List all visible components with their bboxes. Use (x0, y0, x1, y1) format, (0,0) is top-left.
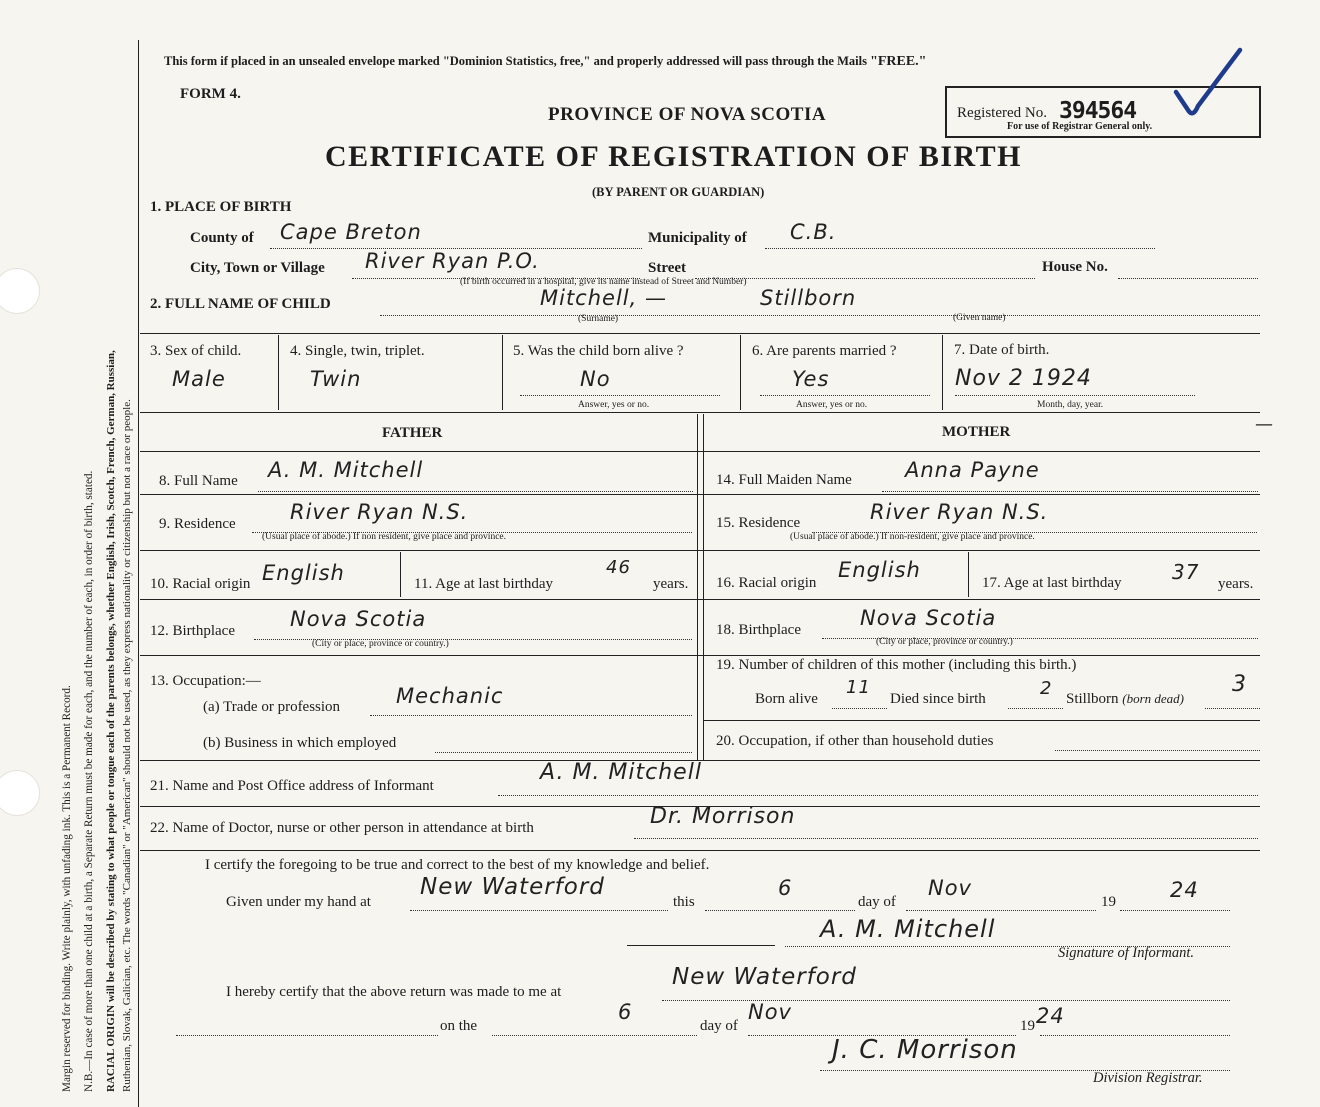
informant-signature-label: Signature of Informant. (1058, 945, 1195, 961)
county-value: Cape Breton (280, 220, 422, 244)
certificate-subtitle: (BY PARENT OR GUARDIAN) (592, 185, 765, 199)
dob-label: 7. Date of birth. (954, 342, 1050, 358)
division-registrar-label: Division Registrar. (1093, 1070, 1203, 1086)
dob-value: Nov 2 1924 (955, 366, 1092, 391)
father-race-value: English (262, 561, 345, 585)
stillborn-label: Stillborn (born dead) (1066, 691, 1185, 707)
registrar-day-of-label: day of (700, 1018, 738, 1034)
certify-year: 24 (1170, 878, 1199, 902)
registrar-year-prefix: 19 (1020, 1018, 1035, 1034)
certify-day: 6 (778, 876, 793, 900)
doctor-value: Dr. Morrison (650, 804, 796, 829)
plurality-label: 4. Single, twin, triplet. (290, 343, 425, 359)
born-alive-label: 5. Was the child born alive ? (513, 343, 684, 359)
city-value: River Ryan P.O. (365, 249, 540, 273)
registrar-signature: J. C. Morrison (832, 1035, 1018, 1065)
sex-label: 3. Sex of child. (150, 343, 242, 359)
registered-label: Registered No. (957, 105, 1047, 121)
mother-race-label: 16. Racial origin (716, 575, 817, 591)
mother-residence-value: River Ryan N.S. (870, 500, 1049, 524)
given-under-hand-label: Given under my hand at (226, 894, 371, 910)
answer-note-married: Answer, yes or no. (796, 400, 868, 410)
place-heading: 1. PLACE OF BIRTH (150, 199, 292, 215)
mother-race-value: English (838, 558, 921, 582)
answer-note-alive: Answer, yes or no. (578, 400, 650, 410)
registrar-place: New Waterford (672, 964, 857, 990)
mother-birthplace-label: 18. Birthplace (716, 622, 801, 638)
mother-occupation-label: 20. Occupation, if other than household duties (716, 733, 994, 749)
date-note: Month, day, year. (1037, 400, 1104, 410)
father-name-label: 8. Full Name (159, 473, 238, 489)
postal-note: This form if placed in an unsealed envelope marked "Dominion Statistics, free," and properly addressed will pass through the Mails "FREE." (164, 54, 927, 69)
mother-residence-label: 15. Residence (716, 515, 801, 531)
margin-note-multiple-births: N.B.—In case of more than one child at a birth, a Separate Return must be made for each, and the number of each, in order of birth, stated. (83, 470, 95, 1092)
margin-note-racial-origin-1: RACIAL ORIGIN will be described by stating to what people or tongue each of the parents belongs, whether English, Irish, Scotch, French, German, Russian, (105, 350, 117, 1092)
registrar-day: 6 (618, 1000, 633, 1024)
born-alive-count-label: Born alive (755, 691, 818, 707)
parents-married-label: 6. Are parents married ? (752, 343, 897, 359)
municipality-value: C.B. (790, 220, 837, 244)
children-count-label: 19. Number of children of this mother (including this birth.) (716, 657, 1077, 673)
margin-note-racial-origin-2: Ruthenian, Slovak, Galician, etc. The words "Canadian" or "American" should not be used, as they express nationality or citizenship but not a race or people. (121, 399, 133, 1092)
mother-name-value: Anna Payne (905, 458, 1040, 482)
certify-month: Nov (928, 876, 972, 900)
father-residence-note: (Usual place of abode.) If non resident, give place and province. (262, 532, 506, 542)
day-of-label: day of (858, 894, 896, 910)
father-occupation-label: 13. Occupation:— (150, 673, 261, 689)
stillborn-value: 3 (1232, 672, 1247, 697)
mother-heading: MOTHER (942, 424, 1011, 440)
given-name-note: (Given name) (953, 313, 1006, 323)
child-surname: Mitchell, — (540, 286, 667, 310)
parents-married-value: Yes (792, 367, 830, 391)
this-label: this (673, 894, 695, 910)
plurality-value: Twin (310, 367, 362, 391)
child-name-label: 2. FULL NAME OF CHILD (150, 296, 331, 312)
father-years-label: years. (653, 576, 689, 592)
doctor-label: 22. Name of Doctor, nurse or other person in attendance at birth (150, 820, 534, 836)
died-since-birth-value: 2 (1040, 678, 1053, 699)
mother-name-label: 14. Full Maiden Name (716, 472, 852, 488)
year-prefix: 19 (1101, 894, 1116, 910)
mother-residence-note: (Usual place of abode.) If non-resident, give place and province. (790, 532, 1035, 542)
registrar-year: 24 (1036, 1004, 1065, 1028)
registrar-note: For use of Registrar General only. (1007, 121, 1153, 132)
house-no-label: House No. (1042, 259, 1108, 275)
father-heading: FATHER (382, 425, 443, 441)
mother-birthplace-value: Nova Scotia (860, 606, 997, 630)
check-mark-icon (1168, 40, 1268, 130)
trade-label: (a) Trade or profession (203, 699, 341, 715)
margin-note-binding: Margin reserved for binding. Write plainly, with unfading ink. This is a Permanent Record. (61, 685, 73, 1092)
hospital-note: (If birth occurred in a hospital, give its name instead of Street and Number) (460, 277, 747, 287)
child-given-name: Stillborn (760, 286, 857, 310)
registrar-month: Nov (748, 1000, 792, 1024)
sex-value: Male (172, 367, 226, 391)
father-birthplace-value: Nova Scotia (290, 607, 427, 631)
form-number: FORM 4. (180, 86, 241, 102)
certificate-title: CERTIFICATE OF REGISTRATION OF BIRTH (325, 140, 1022, 173)
punch-hole-bottom (0, 770, 40, 816)
business-label: (b) Business in which employed (203, 735, 397, 751)
city-label: City, Town or Village (190, 260, 325, 276)
died-since-birth-label: Died since birth (890, 691, 986, 707)
municipality-label: Municipality of (648, 230, 747, 246)
father-age-label: 11. Age at last birthday (414, 576, 553, 592)
father-residence-label: 9. Residence (159, 516, 236, 532)
margin-dash-mark: — (1255, 414, 1274, 435)
mother-age-label: 17. Age at last birthday (982, 575, 1122, 591)
surname-note: (Surname) (578, 314, 619, 324)
registrar-statement: I hereby certify that the above return was made to me at (226, 984, 562, 1000)
on-the-label: on the (440, 1018, 478, 1034)
father-age-value: 46 (606, 557, 631, 578)
given-at-value: New Waterford (420, 874, 605, 900)
trade-value: Mechanic (396, 684, 504, 708)
father-birthplace-note: (City or place, province or country.) (312, 639, 449, 649)
informant-value: A. M. Mitchell (540, 760, 702, 785)
registered-number: 394564 (1059, 98, 1137, 124)
mother-years-label: years. (1218, 576, 1254, 592)
mother-birthplace-note: (City or place, province or country.) (876, 637, 1013, 647)
father-birthplace-label: 12. Birthplace (150, 623, 235, 639)
father-residence-value: River Ryan N.S. (290, 500, 469, 524)
father-name-value: A. M. Mitchell (268, 458, 424, 482)
binding-margin-line (138, 40, 139, 1107)
mother-age-value: 37 (1172, 560, 1200, 584)
informant-label: 21. Name and Post Office address of Informant (150, 778, 434, 794)
street-label: Street (648, 260, 687, 276)
informant-signature: A. M. Mitchell (820, 915, 996, 943)
certify-statement: I certify the foregoing to be true and correct to the best of my knowledge and belief. (205, 857, 710, 873)
born-alive-count-value: 11 (846, 677, 871, 698)
born-alive-value: No (580, 367, 611, 391)
county-label: County of (190, 230, 254, 246)
father-race-label: 10. Racial origin (150, 576, 251, 592)
province-heading: PROVINCE OF NOVA SCOTIA (548, 104, 827, 125)
punch-hole-top (0, 268, 40, 314)
